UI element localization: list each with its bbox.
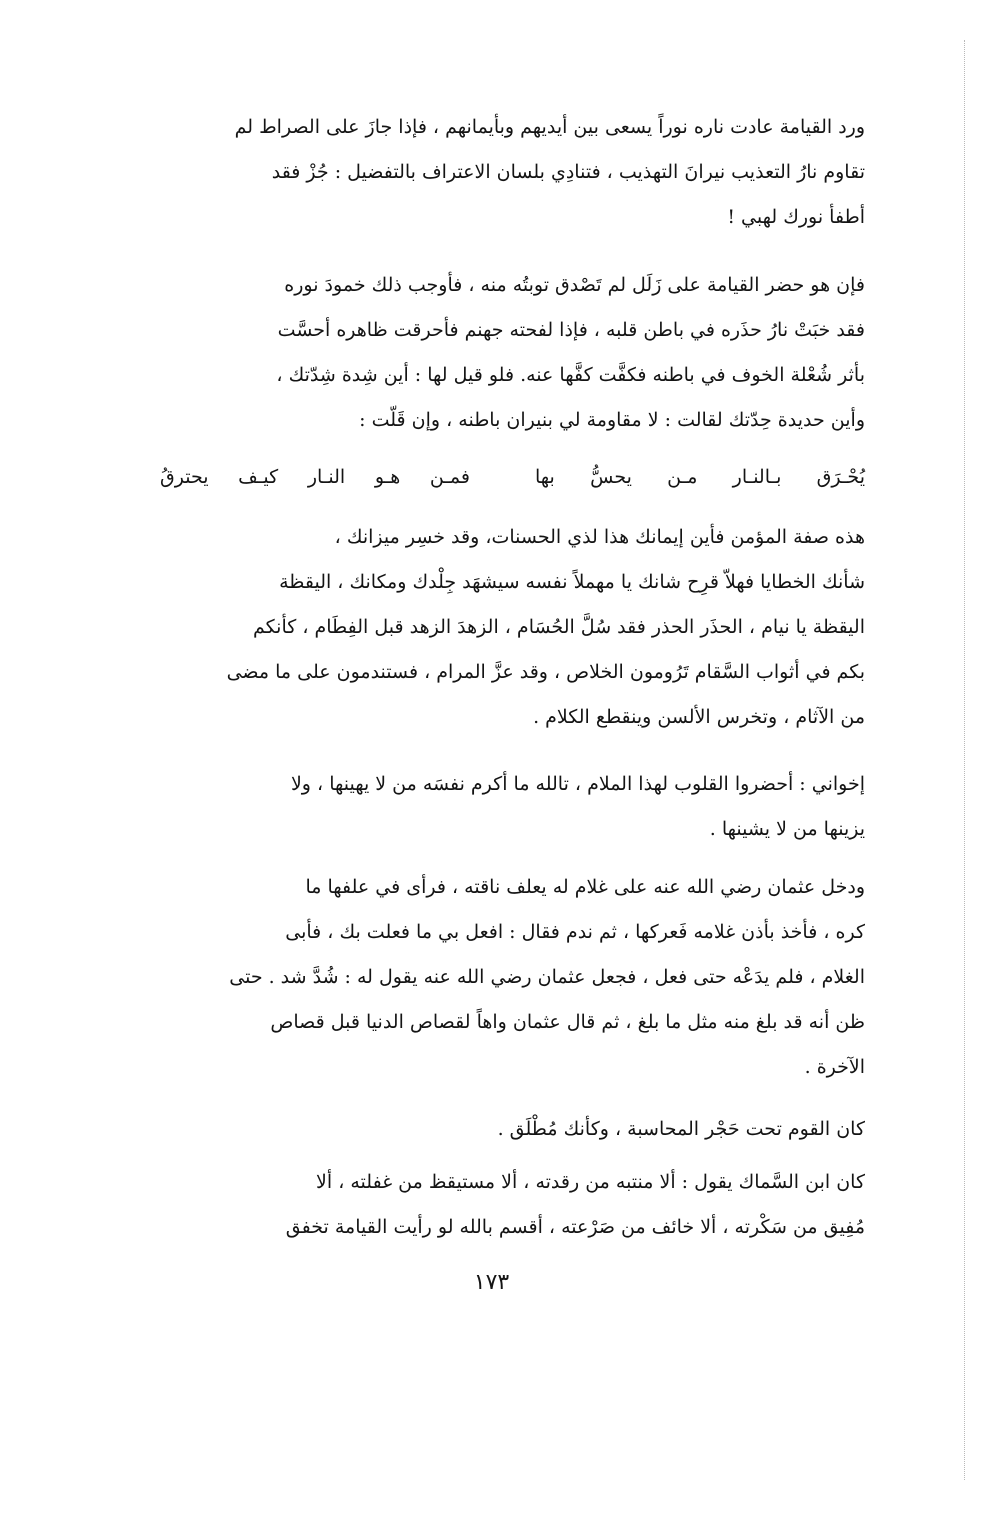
text-line: الغلام ، فلم يدَعْه حتى فعل ، فجعل عثمان رضي الله عنه يقول له : شُدَّ شد . حتى [229, 966, 865, 988]
verse-first-hemistich: يُحْـرَق بـالنـار مـن يحسُّ بها [535, 466, 865, 488]
paragraph-1 [160, 105, 865, 240]
text-line: تقاوم نارُ التعذيب نيرانَ التهذيب ، فتنادِي بلسان الاعتراف بالتفضيل : جُزْ فقد [271, 161, 865, 183]
text-line: يزينها من لا يشينها . [709, 818, 865, 840]
scan-edge-line [964, 40, 965, 1480]
verse-row [160, 455, 865, 500]
text-line: كان القوم تحت حَجْر المحاسبة ، وكأنك مُطْلَق . [497, 1118, 865, 1140]
text-line: هذه صفة المؤمن فأين إيمانك هذا لذي الحسنات، وقد خسِر ميزانك ، [334, 526, 865, 548]
text-line: أطفأ نورك لهبي ! [727, 206, 865, 228]
paragraph-7 [160, 1160, 865, 1250]
text-line: الآخرة . [804, 1056, 865, 1078]
text-line: فإن هو حضر القيامة على زَلَل لم تَصْدق توبتُه منه ، فأوجب ذلك خمودَ نوره [284, 274, 865, 296]
paragraph-3 [160, 515, 865, 740]
paragraph-4 [160, 762, 865, 852]
paragraph-5 [160, 865, 865, 1090]
text-line: اليقظة يا نيام ، الحذَر الحذر فقد سُلَّ الحُسَام ، الزهدَ الزهد قبل الفِطَام ، كأنكم [253, 616, 865, 638]
text-line: كره ، فأخذ بأذن غلامه فَعركها ، ثم ندم فقال : افعل بي ما فعلت بك ، فأبى [285, 921, 865, 943]
page-number: ١٧٣ [473, 1270, 510, 1295]
text-line: من الآثام ، وتخرس الألسن وينقطع الكلام . [533, 706, 865, 728]
verse-second-hemistich: فمـن هـو النـار كيـف يحترقُ [160, 466, 470, 488]
text-line: بكم في أثواب السَّقام تَرُومون الخلاص ، وقد عزَّ المرام ، فستندمون على ما مضى [226, 661, 865, 683]
text-line: كان ابن السَّماك يقول : ألا منتبه من رقدته ، ألا مستيقظ من غفلته ، ألا [316, 1171, 865, 1193]
text-line: فقد خبَتْ نارُ حذَره في باطن قلبه ، فإذا لفحته جهنم فأحرقت ظاهره أحسَّت [277, 319, 865, 341]
text-line: وأين حديدة حِدّتك لقالت : لا مقاومة لي بنيران باطنه ، وإن قَلّت : [359, 409, 865, 431]
text-line: بأثر شُعْلة الخوف في باطنه فكفَّت كفَّها عنه. فلو قيل لها : أين شِدة شِدّتك ، [276, 364, 865, 386]
paragraph-2 [160, 263, 865, 443]
text-line: مُفِيق من سَكْرته ، ألا خائف من صَرْعته ، أقسم بالله لو رأيت القيامة تخفق [285, 1216, 865, 1238]
text-line: إخواني : أحضروا القلوب لهذا الملام ، تالله ما أكرم نفسَه من لا يهينها ، ولا [290, 773, 865, 795]
paragraph-6 [160, 1107, 865, 1152]
text-line: شأنك الخطايا فهلاّ قرِح شانك يا مهملاً نفسه سيشهَد جِلْدك ومكانك ، اليقظة [279, 571, 865, 593]
text-line: ورد القيامة عادت ناره نوراً يسعى بين أيديهم وبأيمانهم ، فإذا جازَ على الصراط لم [234, 116, 865, 138]
poetry-verse [160, 455, 865, 500]
text-line: ودخل عثمان رضي الله عنه على غلام له يعلف ناقته ، فرأى في علفها ما [305, 876, 865, 898]
text-line: ظن أنه قد بلغ منه مثل ما بلغ ، ثم قال عثمان واهاً لقصاص الدنيا قبل قصاص [270, 1011, 865, 1033]
